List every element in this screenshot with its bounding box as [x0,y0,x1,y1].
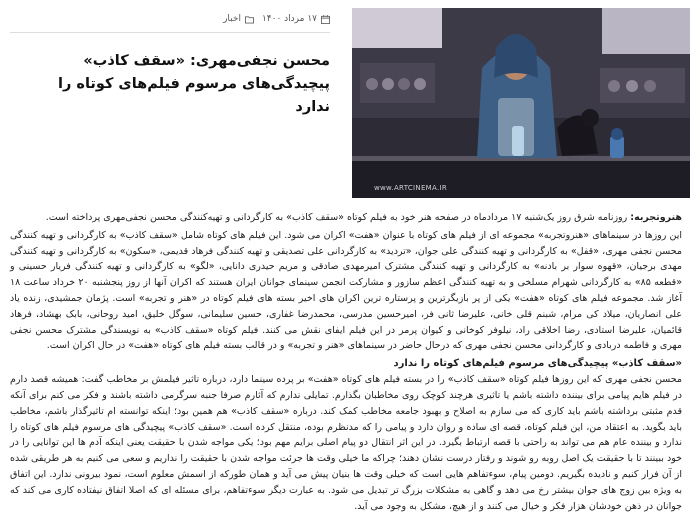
calendar-icon [321,15,330,24]
lead-text: روزنامه شرق روز یک‌شنبه ۱۷ مردادماه در صفحه هنر خود به فیلم کوتاه «سقف کاذب» به کارگردانی و تهیه‌کنندگی محسن نجفی‌مهری پرداخته است. [45,212,628,223]
date-item [262,14,330,24]
article-category[interactable]: اخبار [223,14,241,24]
article-date: ۱۷ مرداد ۱۴۰۰ [261,14,317,24]
article-body [10,210,682,516]
article-title: محسن نجفی‌مهری: «سقف کاذب» پیچیدگی‌های مرسوم فیلم‌های کوتاه را ندارد [58,52,330,115]
film-still [352,8,690,198]
subheading: «سقف کاذب» پیچیدگی‌های مرسوم فیلم‌های کوتاه را ندارد [393,358,682,370]
lead-paragraph [10,210,682,226]
category-item[interactable] [223,14,254,24]
folder-icon [245,15,254,24]
article-image [352,8,690,198]
article-page [10,0,690,523]
body-paragraph-1: این روزها در سینماهای «هنروتجربه» مجموعه ای از فیلم های کوتاه با عنوان «هفت» اکران می شود. این فیلم های کوتاه شامل «سقف کاذب» به کارگردانی و تهیه کنندگی محسن نجفی مهری، «قفل» به کارگردانی و تهیه کنندگی علی جوان، «تردید» به کارگردانی علی تصدیقی و تهیه کنندگی فرهاد قدیمی، «سکون» به کارگردانی و تهیه کنندگی مهدی برجیان، «قهوه سوار بر بادنه» به کارگردانی و تهیه کنندگی مشترک امیرمهدی صادقی و مریم حیدری دانایی، «لگو» به کارگردانی و تهیه کنندگی فریار حسینی و «قطعه ۸۵» به کارگردانی شهرام مسلخی و به تهیه کنندگی اعظم سازور و مشارکت انجمن سینمای جوانان ایران هستند که اکران آنها از روز پنجشنبه ۲۰ خرداد ساعت ۱۸ آغاز شد. مجموعه فیلم های کوتاه «هفت» یکی از پر بازیگرترین و پرستاره ترین اکران های اخیر بسته های فیلم کوتاه در «هنر و تجربه» است. پژمان جمشیدی، زنده یاد علی انصاریان، میلاد کی مرام، شبنم قلی خانی، علیرضا ثانی فر، امیرحسین مدرسی، محمدرضا غفاری، حسین سلیمانی، سوگل خلیق، امید روحانی، بابک بهشاد، فرهاد قائمیان، علیرضا استادی، رضا اخلاقی راد، نیلوفر کوخانی و کیوان پرمر در این فیلم ایفای نقش می کنند. فیلم کوتاه «سقف کاذب» به نویسندگی مشترک محسن نجفی مهری و فاطمه دربادی و کارگردانی محسن نجفی مهری که درحال حاضر در سینماهای «هنر و تجربه» و در قالب بسته فیلم های کوتاه «هفت» در حال اکران است. [10,229,683,352]
image-credit: www.ARTCINEMA.IR [374,184,448,192]
body-paragraph-2: محسن نجفی مهری که این روزها فیلم کوتاه «سقف کاذب» را در بسته فیلم های کوتاه «هفت» بر پرده سینما دارد، درباره تاثیر فیلمش بر مخاطب گفت: همیشه قصد دارم در فیلم هایم پیامی برای بیننده داشته باشم یا تاثیری هرچند کوچک روی مخاطبان بگذارم. تمایلی ندارم که آثارم صرفا جنبه سرگرمی داشته باشند و فکر می کنم برای آنکه قدم مثبتی برداشته باشم باید کاری که می سازم به اصلاح و بهبود جامعه مخاطب کمک کند. درباره «سقف کاذب» هم همین بود؛ اینکه توانسته ام تاثیرگذار باشم، مخاطب باید بگوید. به اعتقاد من، این فیلم کوتاه، قصه ای ساده و روان دارد و پیامی را که مدنظرم بوده، منتقل کرده است. «سقف کاذب» پیچیدگی های مرسوم فیلم های کوتاه را ندارد و بیننده عام هم می تواند به راحتی با قصه ارتباط بگیرد. در این اثر انتقال دو پیام اصلی برایم مهم بود؛ یکی مواجه شدن با حقیقت یعنی اینکه آدم ها این توانایی را در خود ببینند تا با حقیقت یک اصل روبه رو شوند و رفتار درست نشان دهند؛ چراکه ما خیلی وقت ها جرئت مواجه شدن با حقیقت را نداریم و سعی می کنیم به هر طریقی شده از آن فرار کنیم و نادیده بگیریم. دومین پیام، سوءتفاهم هایی است که خیلی وقت ها بنیان پیش می آید و همان طورکه از اسمش معلوم است، نمود بیرونی ندارد. این اتفاق به ویژه بین زوج های جوان بیشتر رخ می دهد و گاهی به مشکلات بزرگ تر تبدیل می شود. به عبارت دیگر سوءتفاهم، برای مسئله ای که اصلا اتفاق نیفتاده کاری می کند که جوانان در ذهن خودشان هزار فکر و خیال می کنند و از هیچ، مشکل به وجود می آید. [10,374,682,512]
lead-label: هنروتجربه: [630,212,682,223]
article-meta [10,10,330,33]
